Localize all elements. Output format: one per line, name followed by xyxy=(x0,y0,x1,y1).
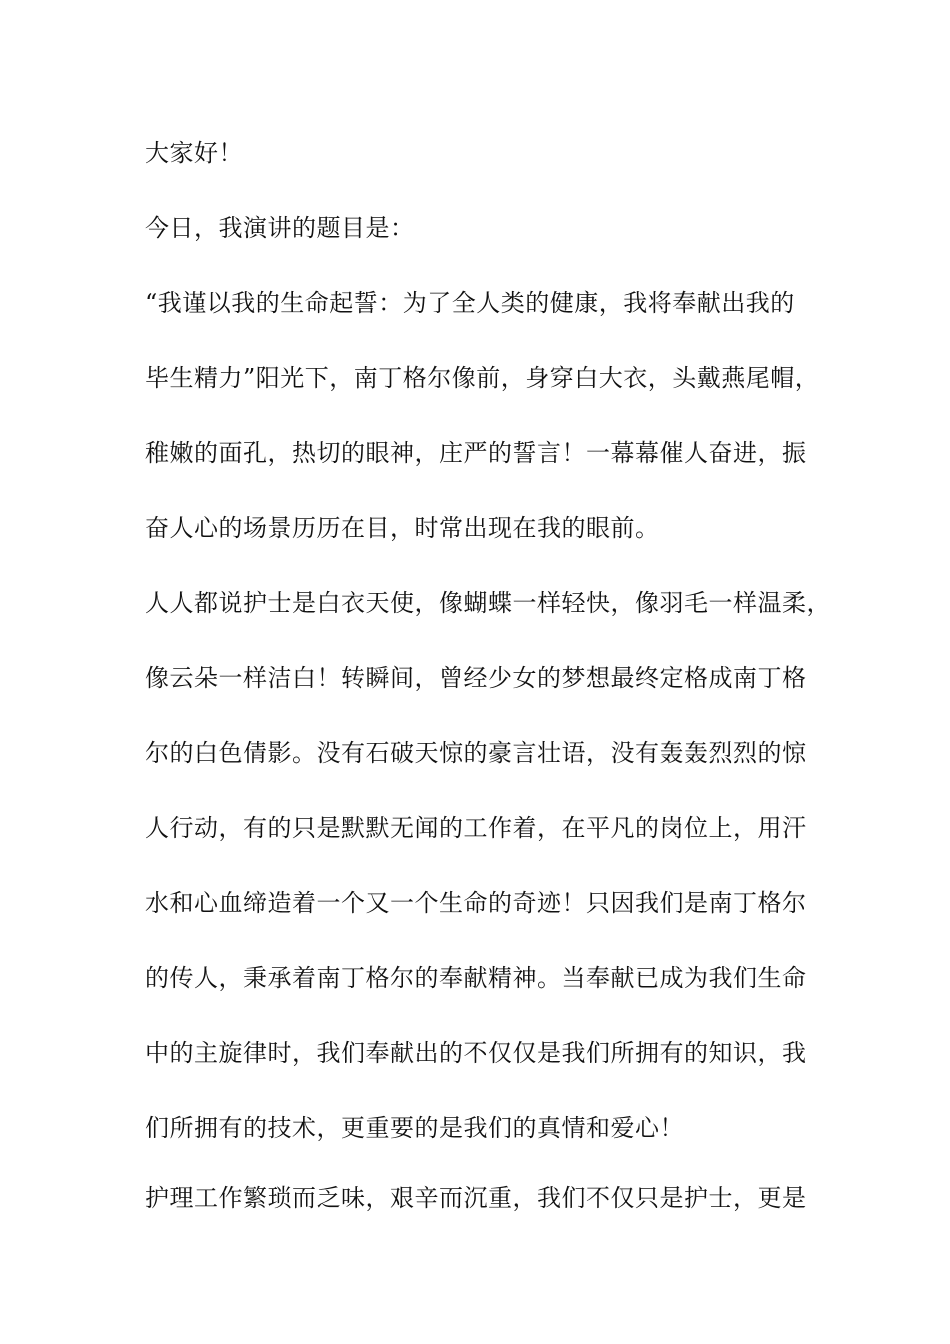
paragraph-line: 人行动，有的只是默默无闻的工作着，在平凡的岗位上，用汗 xyxy=(145,814,807,842)
paragraph-line: 的传人，秉承着南丁格尔的奉献精神。当奉献已成为我们生命 xyxy=(145,964,807,992)
paragraph-line: “我谨以我的生命起誓：为了全人类的健康，我将奉献出我的 xyxy=(145,289,795,317)
paragraph-line: 水和心血缔造着一个又一个生命的奇迹！只因我们是南丁格尔 xyxy=(145,889,807,917)
paragraph-line: 毕生精力”阳光下，南丁格尔像前，身穿白大衣，头戴燕尾帽， xyxy=(145,364,820,392)
topic-intro-line: 今日，我演讲的题目是： xyxy=(145,214,415,242)
paragraph-line: 像云朵一样洁白！转瞬间，曾经少女的梦想最终定格成南丁格 xyxy=(145,664,807,692)
paragraph-line: 中的主旋律时，我们奉献出的不仅仅是我们所拥有的知识，我 xyxy=(145,1039,807,1067)
paragraph-line: 稚嫩的面孔，热切的眼神，庄严的誓言！一幕幕催人奋进，振 xyxy=(145,439,807,467)
paragraph-line: 奋人心的场景历历在目，时常出现在我的眼前。 xyxy=(145,514,660,542)
greeting-line: 大家好！ xyxy=(145,139,243,167)
paragraph-line: 人人都说护士是白衣天使，像蝴蝶一样轻快，像羽毛一样温柔， xyxy=(145,589,831,617)
paragraph-line: 尔的白色倩影。没有石破天惊的豪言壮语，没有轰轰烈烈的惊 xyxy=(145,739,807,767)
paragraph-line: 护理工作繁琐而乏味，艰辛而沉重，我们不仅只是护士，更是 xyxy=(145,1184,807,1212)
paragraph-line: 们所拥有的技术，更重要的是我们的真情和爱心！ xyxy=(145,1114,684,1142)
